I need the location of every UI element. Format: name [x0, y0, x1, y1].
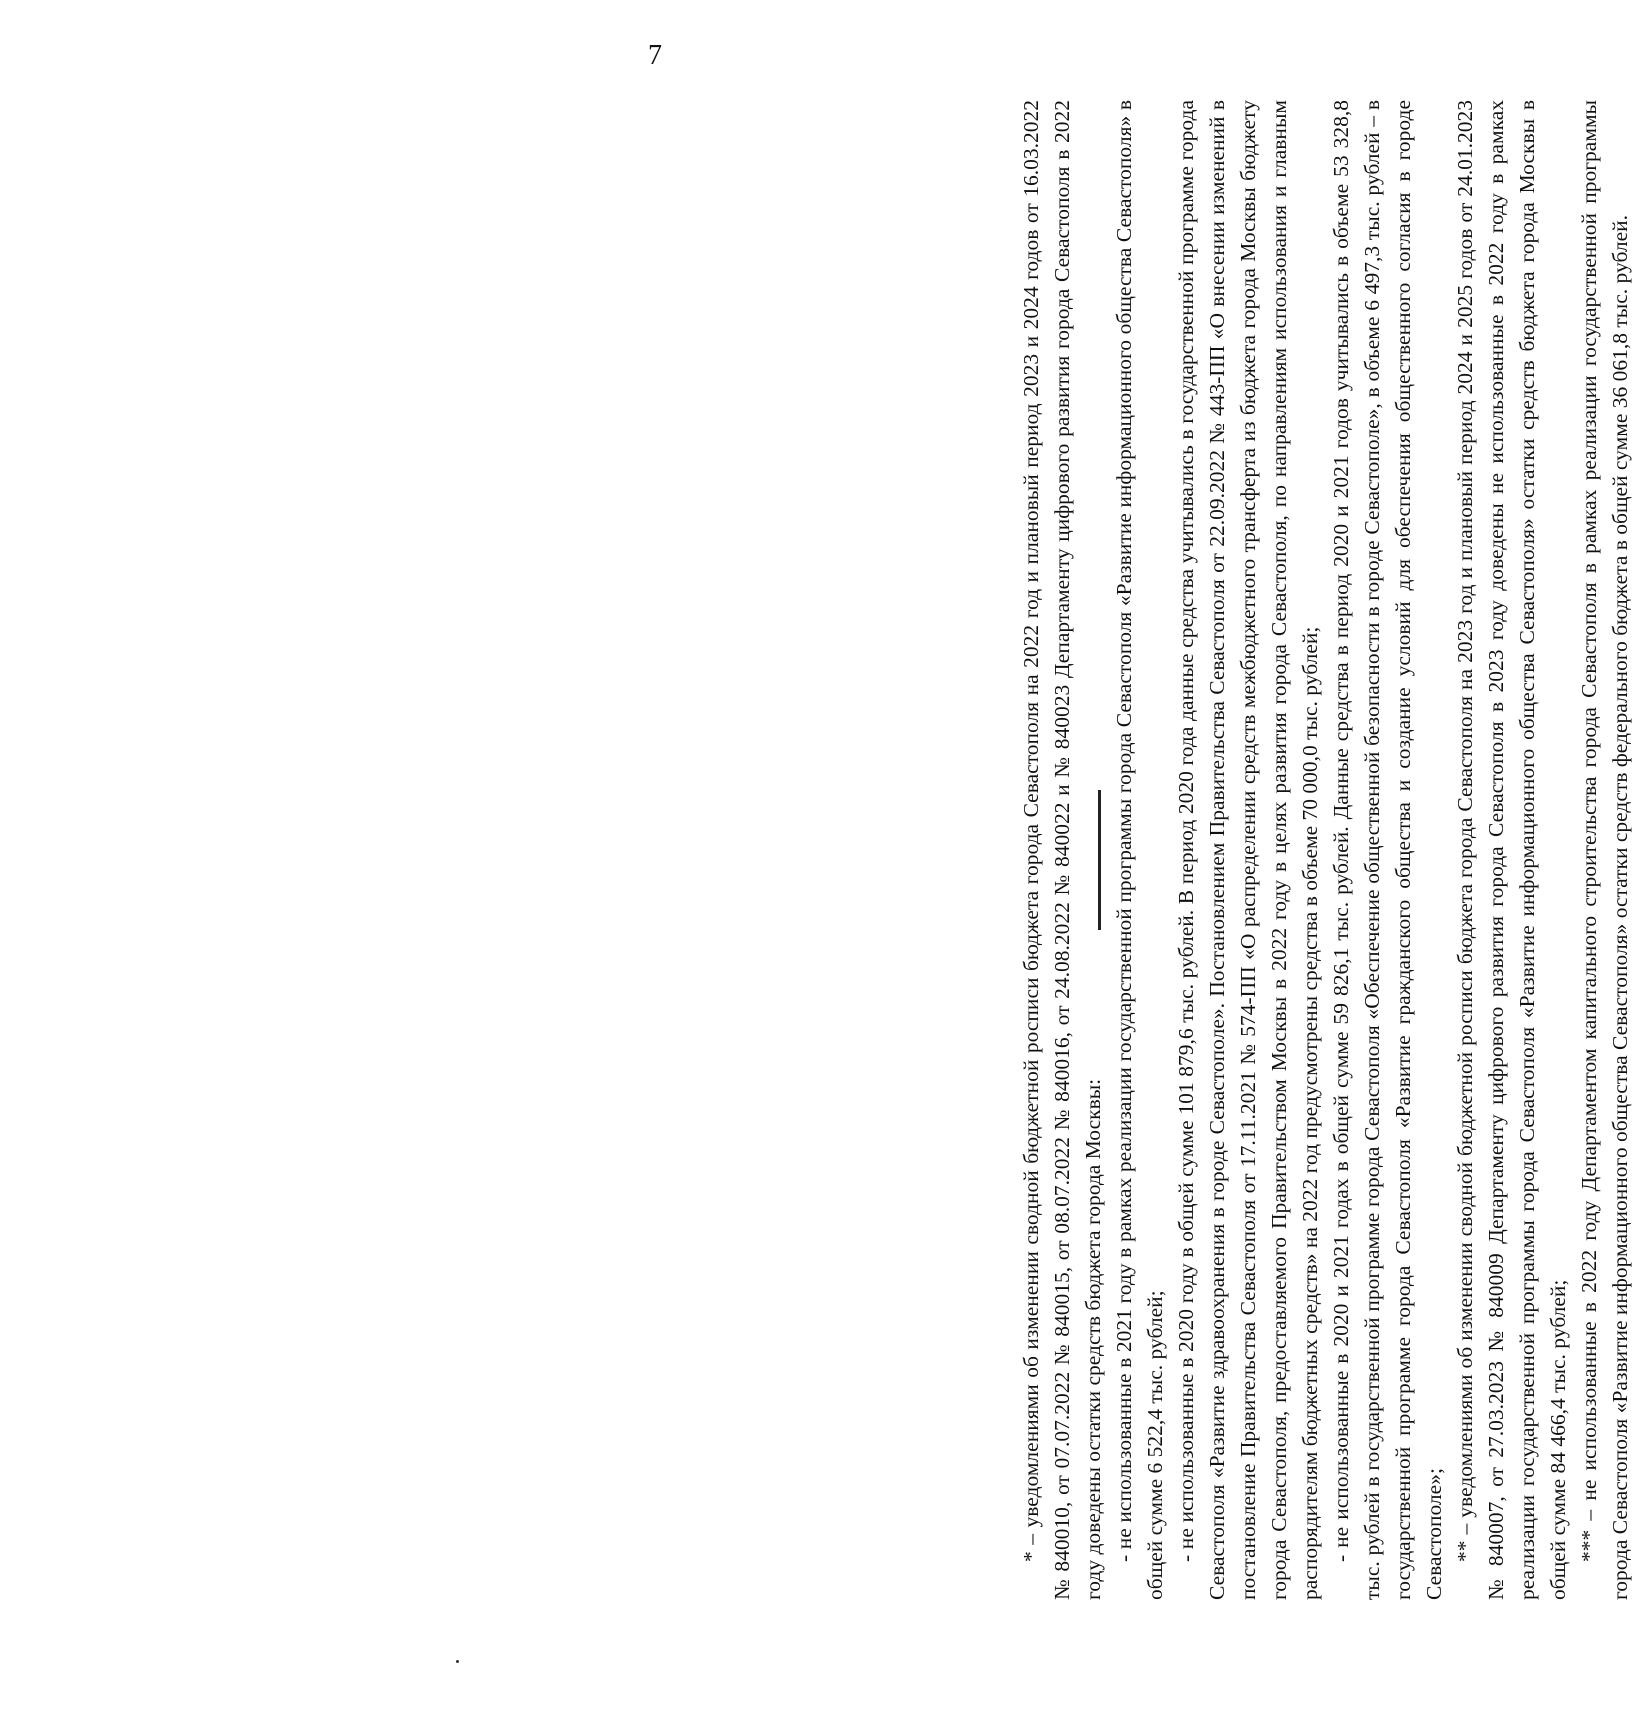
footnote-double-star: ** – уведомлениями об изменении сводной бюджетной росписи бюджета города Севастополя на 2023 год и плановый период 2024 и 2025 годов от 24.01.2023 № 840007, от 27.03.2023 № 840009 Департаменту цифрового развития города Севастополя в 2023 году доведены не использованные в 2022 году в рамках реализации государственной программы города Севастополя «Развитие информационного общества Севастополя» остатки средств бюджета города Москвы в общей сумме 84 466,4 тыс. рублей;	[1453, 100, 1570, 1600]
page-number: 7	[648, 40, 662, 71]
footnote-item-2021-unused: - не использованные в 2021 году в рамках реализации государственной программы города Севастополя «Развитие информационного общества Севастополя» в общей сумме 6 522,4 тыс. рублей;	[1112, 100, 1167, 1600]
scan-dot	[456, 1660, 459, 1663]
footnote-triple-star: *** – не использованные в 2022 году Департаментом капитального строительства города Севастополя в рамках реализации государственной программы города Севастополя «Развитие информационного общества Севастополя» остатки средств федерального бюджета в общей сумме 36 061,8 тыс. рублей.	[1577, 100, 1632, 1600]
footnote-single-star: * – уведомлениями об изменении сводной бюджетной росписи бюджета города Севастополя на 2022 год и плановый период 2023 и 2024 годов от 16.03.2022 № 840010, от 07.07.2022 № 840015, от 08.07.2022 № 840016, от 24.08.2022 № 840022 и № 840023 Департаменту цифрового развития города Севастополя в 2022 году доведены остатки средств бюджета города Москвы:	[1019, 100, 1105, 1600]
footnote-item-2020-2021-unused: - не использованные в 2020 и 2021 годах в общей сумме 59 826,1 тыс. рублей. Данные средства в период 2020 и 2021 годов учитывались в объеме 53 328,8 тыс. рублей в государственной программе города Севастополя «Обеспечение общественной безопасности в городе Севастополе», в объеме 6 497,3 тыс. рублей – в государственной программе города Севастополя «Развитие гражданского общества и создание условий для обеспечения общественного согласия в городе Севастополе»;	[1329, 100, 1446, 1600]
separator-line	[1098, 790, 1101, 930]
footnotes-block	[1016, 100, 1636, 1600]
footnote-item-2020-unused: - не использованные в 2020 году в общей сумме 101 879,6 тыс. рублей. В период 2020 года данные средства учитывались в государственной программе города Севастополя «Развитие здравоохранения в городе Севастополе». Постановлением Правительства Севастополя от 22.09.2022 № 443-ПП «О внесении изменений в постановление Правительства Севастополя от 17.11.2021 № 574-ПП «О распределении средств межбюджетного трансферта из бюджета города Москвы бюджету города Севастополя, предоставляемого Правительством Москвы в 2022 году в целях развития города Севастополя, по направлениям использования и главным распорядителям бюджетных средств» на 2022 год предусмотрены средства в объеме 70 000,0 тыс. рублей;	[1174, 100, 1322, 1600]
